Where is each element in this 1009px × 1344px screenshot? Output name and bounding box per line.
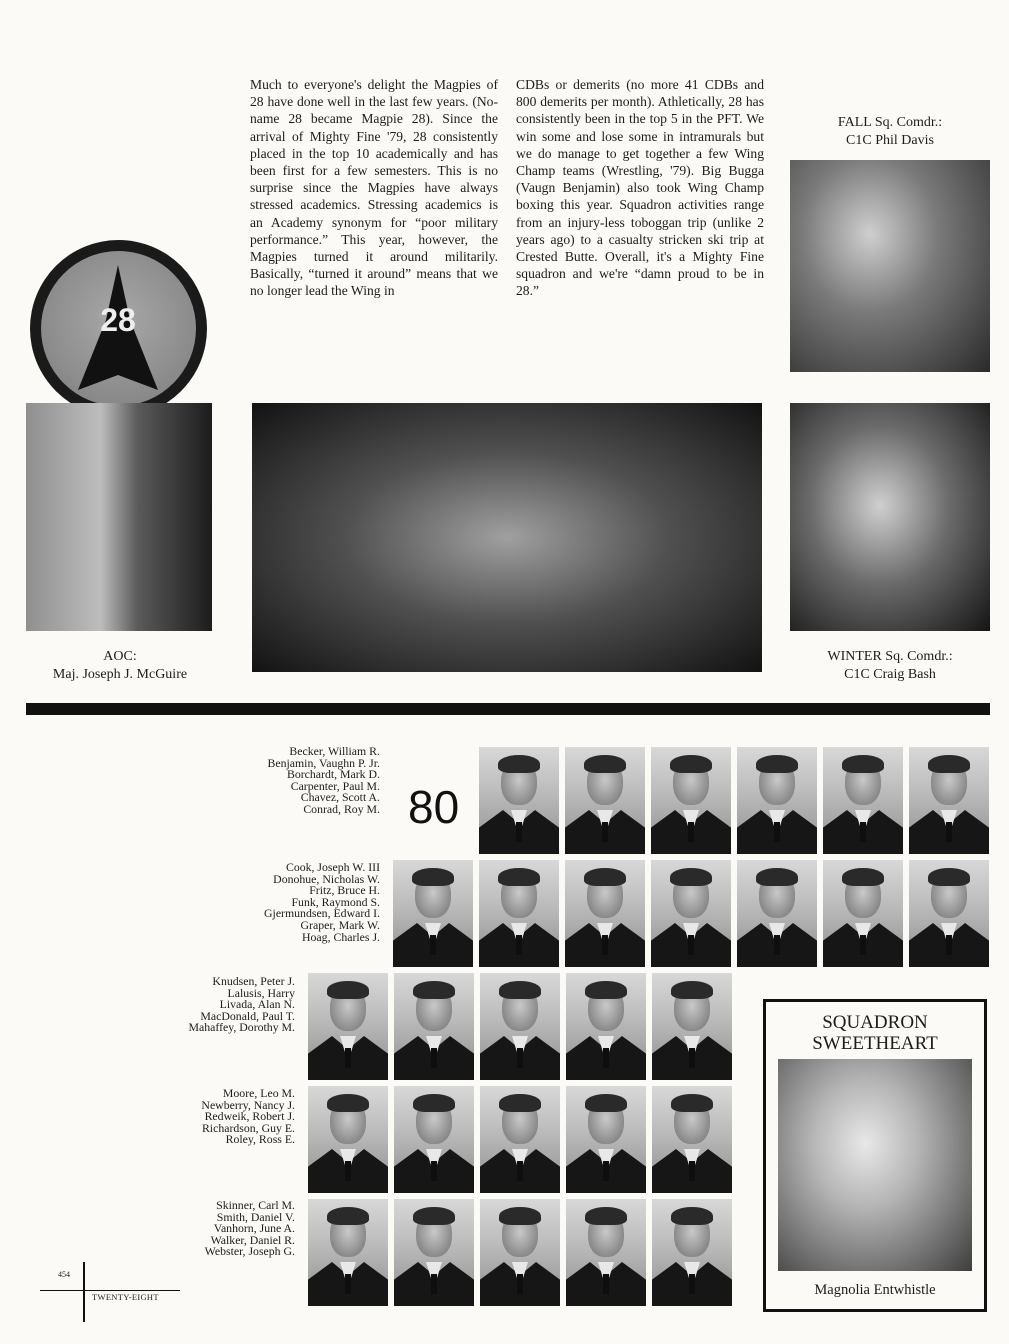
portrait-tie	[602, 935, 608, 955]
roster-name: Newberry, Nancy J.	[201, 1097, 295, 1112]
portrait-hair	[413, 981, 455, 999]
portrait-tie	[345, 1048, 351, 1068]
portrait-tie	[946, 822, 952, 842]
roster-name: Conrad, Roy M.	[303, 801, 380, 816]
cadet-portrait	[565, 860, 645, 967]
roster-name: Moore, Leo M.	[222, 1086, 295, 1100]
cadet-portrait	[565, 747, 645, 854]
winter-commander-caption	[790, 648, 990, 684]
portrait-hair	[413, 1094, 455, 1112]
cadet-portrait	[308, 1086, 388, 1193]
winter-caption-name: C1C Craig Bash	[844, 667, 936, 682]
cadet-portrait	[394, 1199, 474, 1306]
roster-name: Gjermundsen, Edward I.	[264, 906, 380, 921]
fall-caption-title: FALL Sq. Comdr.:	[837, 115, 943, 130]
cadet-portrait	[393, 860, 473, 967]
page-number: 454	[58, 1270, 70, 1279]
portrait-tie	[431, 1274, 437, 1294]
roster-name: Hoag, Charles J.	[302, 929, 380, 944]
roster-name: Graper, Mark W.	[300, 917, 380, 932]
cadet-portrait	[737, 747, 817, 854]
cadet-portrait	[652, 1199, 732, 1306]
cadet-portrait	[652, 1086, 732, 1193]
roster-names-row-1	[180, 746, 380, 816]
roster-name: Webster, Joseph G.	[204, 1244, 295, 1259]
portrait-tie	[517, 1274, 523, 1294]
roster-name: Borchardt, Mark D.	[286, 767, 380, 782]
sweetheart-title-line2: SWEETHEART	[812, 1033, 938, 1054]
cadet-portrait	[480, 1199, 560, 1306]
portrait-tie	[946, 935, 952, 955]
portrait-hair	[928, 755, 970, 773]
roster-name: Becker, William R.	[289, 744, 380, 758]
roster-name: Chavez, Scott A.	[300, 790, 380, 805]
portrait-hair	[670, 868, 712, 886]
roster-name: Smith, Daniel V.	[216, 1209, 295, 1224]
cadet-portrait	[566, 973, 646, 1080]
cadet-portrait	[308, 1199, 388, 1306]
cadet-portrait	[308, 973, 388, 1080]
roster-name: Skinner, Carl M.	[216, 1198, 295, 1212]
portrait-hair	[499, 981, 541, 999]
portrait-hair	[670, 755, 712, 773]
cadet-portrait	[394, 1086, 474, 1193]
roster-name: Donohue, Nicholas W.	[273, 871, 380, 886]
portrait-tie	[345, 1161, 351, 1181]
portrait-hair	[585, 1094, 627, 1112]
roster-names-row-2	[180, 862, 380, 943]
portrait-hair	[585, 981, 627, 999]
sweetheart-photo	[778, 1059, 972, 1271]
aoc-caption-title: AOC:	[103, 649, 137, 664]
portrait-hair	[498, 868, 540, 886]
aoc-caption	[20, 648, 220, 684]
patch-number: 28	[100, 302, 136, 338]
portrait-hair	[842, 868, 884, 886]
roster-name: MacDonald, Paul T.	[200, 1008, 295, 1023]
portrait-hair	[498, 755, 540, 773]
portrait-hair	[327, 1207, 369, 1225]
roster-name: Roley, Ross E.	[225, 1132, 295, 1147]
portrait-tie	[860, 822, 866, 842]
cadet-portrait	[480, 973, 560, 1080]
aoc-caption-name: Maj. Joseph J. McGuire	[52, 667, 188, 682]
cadet-portrait	[479, 860, 559, 967]
roster-name: Cook, Joseph W. III	[285, 860, 380, 874]
cadet-portrait	[823, 747, 903, 854]
portrait-tie	[689, 1274, 695, 1294]
cadet-portrait	[394, 973, 474, 1080]
article-column-left: Much to everyone's delight the Magpies of 28 have done well in the last few years. (No-name 28 became Magpie 28). Since the arrival of Mighty Fine '79, 28 consistently placed in the top 10 academically and has been first for a few semesters. This is no surprise since the Magpies have always stressed academics. Stressing academics is an Academy synonym for “poor military performance.” This year, however, the Magpies turned it around militarily. Basically, “turned it around” means that we no longer lead the Wing in	[250, 77, 498, 299]
portrait-tie	[517, 1048, 523, 1068]
fall-commander-caption	[790, 114, 990, 150]
article-column-right: CDBs or demerits (no more 41 CDBs and 800 demerits per month). Athletically, 28 has consistently been in the top 5 in the PFT. We win some and lose some in intramurals but we do manage to get together a few Wing Champ teams (Wrestling, '79). Big Bugga (Vaugn Benjamin) also took Wing Champ boxing this year. Squadron activities range from an injury-less toboggan trip (unlike 2 years ago) to a casualty stricken ski trip at Crested Butte. Overall, it's a Mighty Fine squadron and we're “damn proud to be in 28.”	[516, 77, 764, 299]
cadet-portrait	[566, 1086, 646, 1193]
portrait-tie	[516, 822, 522, 842]
cadet-portrait	[651, 747, 731, 854]
portrait-hair	[584, 868, 626, 886]
roster-name: Redweik, Robert J.	[204, 1109, 295, 1124]
fall-commander-photo	[790, 160, 990, 372]
cadet-portrait	[479, 747, 559, 854]
cadet-portrait	[823, 860, 903, 967]
cadet-portrait	[909, 860, 989, 967]
cadet-portrait	[566, 1199, 646, 1306]
roster-name: Funk, Raymond S.	[291, 894, 380, 909]
portrait-hair	[671, 981, 713, 999]
footer-horizontal-rule	[40, 1290, 180, 1291]
portrait-hair	[584, 755, 626, 773]
winter-caption-title: WINTER Sq. Comdr.:	[827, 649, 953, 664]
cadet-portrait	[651, 860, 731, 967]
roster-name: Walker, Daniel R.	[210, 1232, 295, 1247]
portrait-tie	[774, 935, 780, 955]
cadet-portrait	[909, 747, 989, 854]
portrait-tie	[431, 1161, 437, 1181]
portrait-hair	[756, 755, 798, 773]
portrait-hair	[327, 981, 369, 999]
group-photo	[252, 403, 762, 672]
roster-name: Richardson, Guy E.	[201, 1120, 295, 1135]
sweetheart-name: Magnolia Entwhistle	[814, 1282, 936, 1298]
roster-name: Knudsen, Peter J.	[212, 974, 295, 988]
portrait-hair	[671, 1207, 713, 1225]
footer-vertical-rule	[83, 1262, 85, 1322]
squadron-patch	[30, 240, 207, 417]
portrait-tie	[431, 1048, 437, 1068]
roster-name: Mahaffey, Dorothy M.	[188, 1020, 295, 1035]
portrait-tie	[689, 1161, 695, 1181]
portrait-hair	[671, 1094, 713, 1112]
portrait-tie	[688, 822, 694, 842]
portrait-tie	[345, 1274, 351, 1294]
roster-name: Vanhorn, June A.	[213, 1221, 295, 1236]
class-year: 80	[408, 781, 460, 833]
roster-name: Lalusis, Harry	[227, 985, 295, 1000]
portrait-tie	[430, 935, 436, 955]
cadet-portrait	[652, 973, 732, 1080]
portrait-hair	[756, 868, 798, 886]
portrait-hair	[499, 1094, 541, 1112]
roster-name: Fritz, Bruce H.	[309, 883, 380, 898]
portrait-hair	[412, 868, 454, 886]
fall-caption-name: C1C Phil Davis	[846, 133, 934, 148]
section-name: TWENTY-EIGHT	[92, 1292, 159, 1302]
portrait-hair	[327, 1094, 369, 1112]
roster-names-row-3	[95, 976, 295, 1034]
portrait-hair	[928, 868, 970, 886]
portrait-tie	[603, 1161, 609, 1181]
cadet-portrait	[480, 1086, 560, 1193]
sweetheart-title-line1: SQUADRON	[822, 1012, 928, 1033]
portrait-hair	[499, 1207, 541, 1225]
portrait-tie	[603, 1274, 609, 1294]
portrait-hair	[413, 1207, 455, 1225]
portrait-tie	[688, 935, 694, 955]
portrait-tie	[689, 1048, 695, 1068]
sweetheart-title	[766, 1012, 984, 1054]
portrait-tie	[774, 822, 780, 842]
portrait-tie	[860, 935, 866, 955]
portrait-tie	[603, 1048, 609, 1068]
roster-names-row-4	[95, 1088, 295, 1146]
cadet-portrait	[737, 860, 817, 967]
sweetheart-box	[763, 999, 987, 1312]
winter-commander-photo	[790, 403, 990, 631]
section-divider	[26, 703, 990, 715]
roster-name: Livada, Alan N.	[219, 997, 295, 1012]
aoc-photo	[26, 403, 212, 631]
portrait-hair	[585, 1207, 627, 1225]
portrait-hair	[842, 755, 884, 773]
roster-names-row-5	[95, 1200, 295, 1258]
roster-name: Benjamin, Vaughn P. Jr.	[267, 755, 380, 770]
portrait-tie	[517, 1161, 523, 1181]
roster-name: Carpenter, Paul M.	[290, 778, 380, 793]
portrait-tie	[516, 935, 522, 955]
portrait-tie	[602, 822, 608, 842]
